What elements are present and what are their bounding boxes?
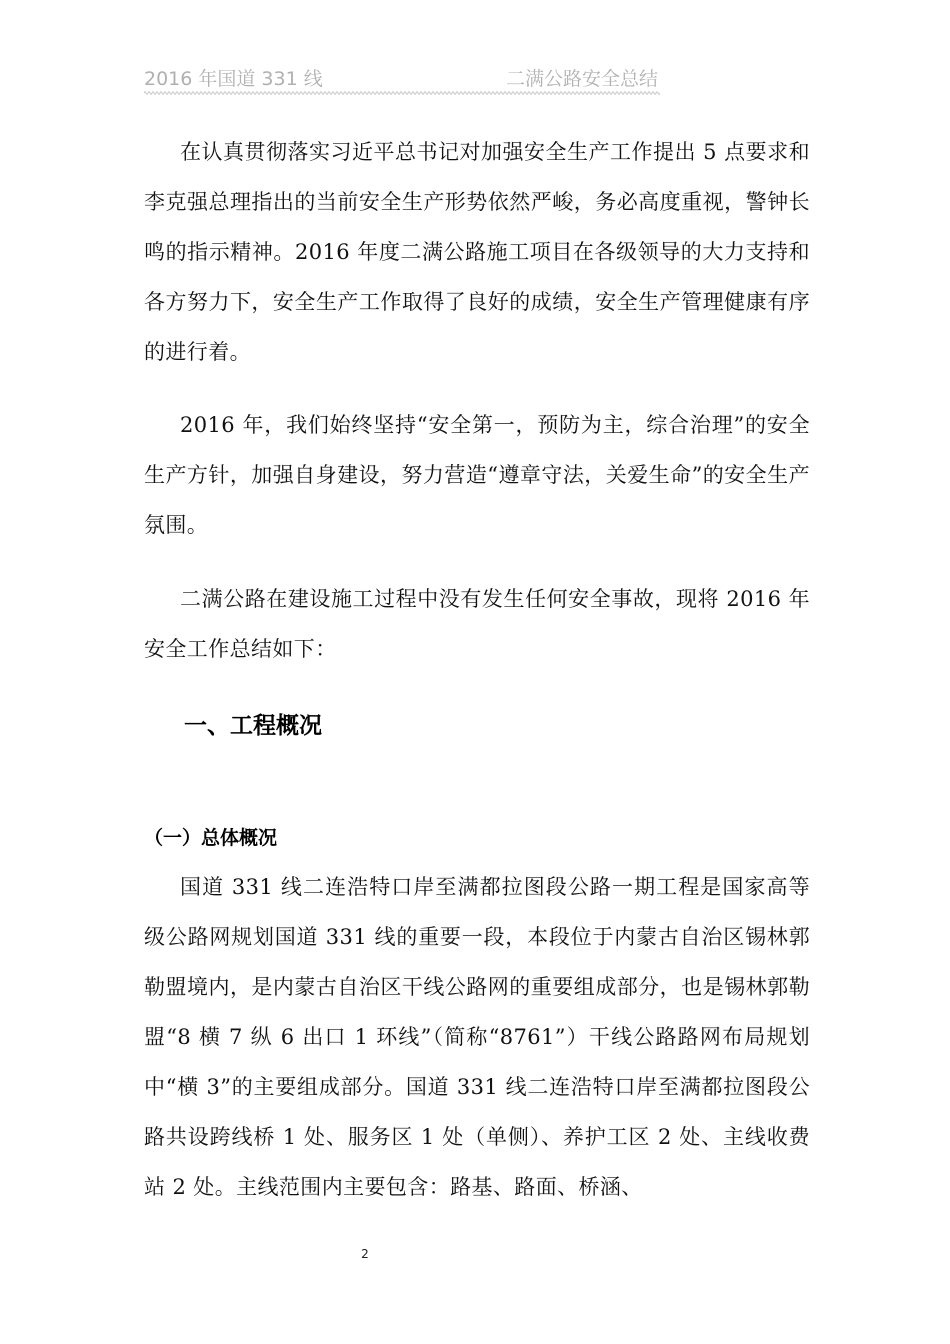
subsection-heading-general-overview: （一）总体概况 — [144, 827, 278, 849]
header-wavy-rule — [144, 90, 660, 96]
page-number: 2 — [361, 1247, 369, 1261]
section-heading-project-overview: 一、工程概况 — [184, 713, 322, 739]
page-header — [144, 66, 660, 96]
paragraph-intro: 在认真贯彻落实习近平总书记对加强安全生产工作提出 5 点要求和李克强总理指出的当前安全生产形势依然严峻，务必高度重视，警钟长鸣的指示精神。2016 年度二满公路施工项目在各级领导的大力支持和各方努力下，安全生产工作取得了良好的成绩，安全生产管理健康有序的进行着。 — [144, 140, 810, 364]
paragraph-policy: 2016 年，我们始终坚持“安全第一，预防为主，综合治理”的安全生产方针，加强自身建设，努力营造“遵章守法，关爱生命”的安全生产氛围。 — [144, 413, 810, 537]
header-right-text: 二满公路安全总结 — [506, 68, 659, 90]
paragraph-project-description: 国道 331 线二连浩特口岸至满都拉图段公路一期工程是国家高等级公路网规划国道 331 线的重要一段，本段位于内蒙古自治区锡林郭勒盟境内，是内蒙古自治区干线公路网的重要组成部分，也是锡林郭勒盟“8 横 7 纵 6 出口 1 环线”（简称“8761”）干线公路路网布局规划中“横 3”的主要组成部分。国道 331 线二连浩特口岸至满都拉图段公路共设跨线桥 1 处、服务区 1 处（单侧）、养护工区 2 处、主线收费站 2 处。主线范围内主要包含：路基、路面、桥涵、 — [144, 875, 810, 1199]
header-left-text: 2016 年国道 331 线 — [144, 68, 323, 90]
paragraph-summary-lead: 二满公路在建设施工过程中没有发生任何安全事故，现将 2016 年安全工作总结如下： — [144, 587, 810, 661]
